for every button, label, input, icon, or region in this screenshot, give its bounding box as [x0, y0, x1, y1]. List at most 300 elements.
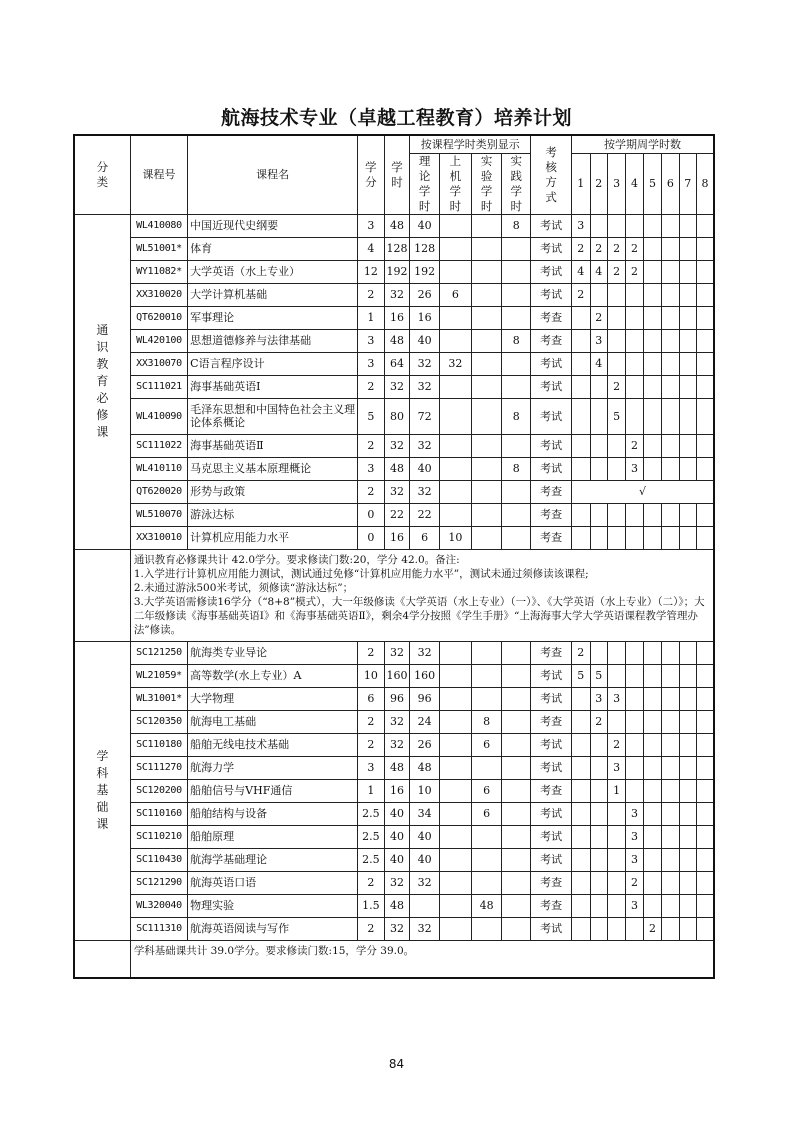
- notes-category-cell: [74, 940, 130, 978]
- semester-4-hours: [626, 641, 643, 664]
- semester-6-hours: [662, 894, 679, 917]
- exam-method: 考试: [531, 687, 572, 710]
- course-credits: 1.5: [358, 894, 385, 917]
- header-category: 分 类: [74, 135, 130, 214]
- course-name: 船舶信号与VHF通信: [188, 779, 358, 802]
- computer-hours: 10: [440, 526, 472, 549]
- computer-hours: [440, 641, 472, 664]
- course-name: 物理实验: [188, 894, 358, 917]
- course-name: 形势与政策: [188, 480, 358, 503]
- semester-4-hours: 3: [626, 894, 643, 917]
- course-name: 航海英语阅读与写作: [188, 917, 358, 940]
- table-row: [74, 480, 714, 503]
- course-code: SC111022: [130, 434, 187, 457]
- course-code: SC111270: [130, 756, 187, 779]
- practice-hours: [502, 710, 531, 733]
- semester-7-hours: [679, 733, 696, 756]
- semester-8-hours: [696, 756, 714, 779]
- semester-8-hours: [696, 283, 714, 306]
- computer-hours: [440, 214, 472, 237]
- exam-method: 考试: [531, 457, 572, 480]
- semester-2-hours: [590, 802, 607, 825]
- table-row: [74, 329, 714, 352]
- course-hours: 32: [384, 375, 410, 398]
- semester-1-hours: 4: [572, 260, 590, 283]
- course-name: 大学英语（水上专业）: [188, 260, 358, 283]
- semester-3-hours: [607, 457, 625, 480]
- theory-hours: 32: [410, 641, 440, 664]
- table-row: [74, 503, 714, 526]
- semester-7-hours: [679, 329, 696, 352]
- theory-hours: 40: [410, 825, 440, 848]
- exam-method: 考试: [531, 848, 572, 871]
- course-credits: 2: [358, 375, 385, 398]
- semester-3-hours: [607, 329, 625, 352]
- semester-3-hours: [607, 664, 625, 687]
- semester-7-hours: [679, 260, 696, 283]
- course-name: 船舶原理: [188, 825, 358, 848]
- semester-7-hours: [679, 457, 696, 480]
- experiment-hours: [471, 756, 502, 779]
- semester-2-hours: [590, 779, 607, 802]
- semester-7-hours: [679, 825, 696, 848]
- semester-2-hours: [590, 825, 607, 848]
- theory-hours: 34: [410, 802, 440, 825]
- semester-8-hours: [696, 260, 714, 283]
- semester-6-hours: [662, 917, 679, 940]
- semester-6-hours: [662, 825, 679, 848]
- semester-6-hours: [662, 329, 679, 352]
- header-exam-method: 考 核 方 式: [531, 135, 572, 214]
- course-hours: 22: [384, 503, 410, 526]
- course-hours: 32: [384, 871, 410, 894]
- practice-hours: [502, 237, 531, 260]
- semester-8-hours: [696, 375, 714, 398]
- table-row: [74, 871, 714, 894]
- semester-2-hours: 4: [590, 260, 607, 283]
- course-name: 体育: [188, 237, 358, 260]
- semester-5-hours: [643, 306, 661, 329]
- semester-5-hours: [643, 352, 661, 375]
- semester-4-hours: 2: [626, 434, 643, 457]
- course-name: 海事基础英语Ⅱ: [188, 434, 358, 457]
- semester-6-hours: [662, 352, 679, 375]
- curriculum-table-body: [74, 214, 714, 978]
- table-row: [74, 664, 714, 687]
- table-row: [74, 641, 714, 664]
- practice-hours: [502, 848, 531, 871]
- experiment-hours: [471, 434, 502, 457]
- computer-hours: [440, 375, 472, 398]
- semester-7-hours: [679, 779, 696, 802]
- header-semester-6: 6: [662, 153, 679, 214]
- semester-5-hours: [643, 664, 661, 687]
- experiment-hours: 6: [471, 733, 502, 756]
- course-code: SC110430: [130, 848, 187, 871]
- course-code: WL31001*: [130, 687, 187, 710]
- course-hours: 32: [384, 434, 410, 457]
- practice-hours: [502, 503, 531, 526]
- semester-8-hours: [696, 802, 714, 825]
- computer-hours: 32: [440, 352, 472, 375]
- semester-6-hours: [662, 779, 679, 802]
- semester-3-hours: [607, 434, 625, 457]
- theory-hours: 32: [410, 871, 440, 894]
- course-name: 航海学基础理论: [188, 848, 358, 871]
- semester-4-hours: [626, 503, 643, 526]
- semester-4-hours: [626, 283, 643, 306]
- semester-7-hours: [679, 917, 696, 940]
- semester-2-hours: [590, 214, 607, 237]
- table-row: [74, 802, 714, 825]
- semester-7-hours: [679, 641, 696, 664]
- experiment-hours: 48: [471, 894, 502, 917]
- semester-7-hours: [679, 871, 696, 894]
- semester-3-hours: [607, 214, 625, 237]
- course-name: C语言程序设计: [188, 352, 358, 375]
- practice-hours: [502, 733, 531, 756]
- semester-6-hours: [662, 710, 679, 733]
- semester-2-hours: [590, 398, 607, 434]
- semester-5-hours: [643, 641, 661, 664]
- semester-1-hours: [572, 710, 590, 733]
- semester-2-hours: 2: [590, 306, 607, 329]
- semester-1-hours: [572, 329, 590, 352]
- semester-7-hours: [679, 664, 696, 687]
- course-credits: 4: [358, 237, 385, 260]
- semester-3-hours: 5: [607, 398, 625, 434]
- course-code: XX310010: [130, 526, 187, 549]
- course-code: SC110160: [130, 802, 187, 825]
- semester-1-hours: 3: [572, 214, 590, 237]
- semester-6-hours: [662, 214, 679, 237]
- theory-hours: 16: [410, 306, 440, 329]
- table-row: [74, 237, 714, 260]
- semester-5-hours: [643, 503, 661, 526]
- header-semester-2: 2: [590, 153, 607, 214]
- experiment-hours: [471, 641, 502, 664]
- course-name: 航海力学: [188, 756, 358, 779]
- semester-3-hours: 2: [607, 375, 625, 398]
- experiment-hours: [471, 503, 502, 526]
- semester-1-hours: [572, 825, 590, 848]
- semester-5-hours: [643, 526, 661, 549]
- semester-6-hours: [662, 375, 679, 398]
- computer-hours: [440, 917, 472, 940]
- semester-2-hours: 5: [590, 664, 607, 687]
- practice-hours: [502, 306, 531, 329]
- semester-8-hours: [696, 641, 714, 664]
- course-credits: 3: [358, 329, 385, 352]
- header-semester-4: 4: [626, 153, 643, 214]
- semester-8-hours: [696, 664, 714, 687]
- computer-hours: [440, 237, 472, 260]
- computer-hours: [440, 306, 472, 329]
- table-row: [74, 457, 714, 480]
- course-hours: 32: [384, 917, 410, 940]
- theory-hours: [410, 894, 440, 917]
- computer-hours: 6: [440, 283, 472, 306]
- header-semester-5: 5: [643, 153, 661, 214]
- experiment-hours: 8: [471, 710, 502, 733]
- table-row: [74, 848, 714, 871]
- semester-4-hours: 3: [626, 825, 643, 848]
- semester-3-hours: 3: [607, 687, 625, 710]
- semester-1-hours: [572, 434, 590, 457]
- exam-method: 考试: [531, 756, 572, 779]
- semester-2-hours: 4: [590, 352, 607, 375]
- practice-hours: [502, 687, 531, 710]
- course-name: 思想道德修养与法律基础: [188, 329, 358, 352]
- semester-7-hours: [679, 687, 696, 710]
- semester-1-hours: [572, 398, 590, 434]
- header-semester-1: 1: [572, 153, 590, 214]
- course-name: 船舶无线电技术基础: [188, 733, 358, 756]
- semester-1-hours: [572, 352, 590, 375]
- theory-hours: 40: [410, 848, 440, 871]
- course-hours: 32: [384, 480, 410, 503]
- semester-8-hours: [696, 894, 714, 917]
- course-credits: 2: [358, 434, 385, 457]
- theory-hours: 32: [410, 375, 440, 398]
- course-name: 海事基础英语Ⅰ: [188, 375, 358, 398]
- course-code: QT620020: [130, 480, 187, 503]
- page-title: 航海技术专业（卓越工程教育）培养计划: [220, 107, 572, 129]
- course-credits: 1: [358, 779, 385, 802]
- semester-1-hours: [572, 848, 590, 871]
- semester-3-hours: 2: [607, 260, 625, 283]
- semester-6-hours: [662, 260, 679, 283]
- semester-4-hours: [626, 352, 643, 375]
- semester-7-hours: [679, 434, 696, 457]
- theory-hours: 24: [410, 710, 440, 733]
- notes-category-cell: [74, 549, 130, 641]
- computer-hours: [440, 710, 472, 733]
- course-name: 航海类专业导论: [188, 641, 358, 664]
- course-code: WL420100: [130, 329, 187, 352]
- semester-5-hours: [643, 434, 661, 457]
- semester-4-hours: [626, 398, 643, 434]
- course-credits: 2: [358, 480, 385, 503]
- header-semester-8: 8: [696, 153, 714, 214]
- computer-hours: [440, 825, 472, 848]
- exam-method: 考试: [531, 434, 572, 457]
- semester-5-hours: [643, 329, 661, 352]
- semester-7-hours: [679, 802, 696, 825]
- semester-8-hours: [696, 306, 714, 329]
- theory-hours: 32: [410, 352, 440, 375]
- semester-4-hours: [626, 917, 643, 940]
- practice-hours: [502, 434, 531, 457]
- section-notes: [130, 549, 714, 641]
- course-code: WL320040: [130, 894, 187, 917]
- theory-hours: 96: [410, 687, 440, 710]
- course-code: WL410080: [130, 214, 187, 237]
- note-line: 2.未通过游泳500米考试，须修读“游泳达标”；: [133, 581, 354, 594]
- semester-4-hours: [626, 664, 643, 687]
- semester-1-hours: [572, 802, 590, 825]
- semester-2-hours: [590, 434, 607, 457]
- semester-8-hours: [696, 848, 714, 871]
- semester-1-hours: [572, 733, 590, 756]
- course-credits: 2: [358, 710, 385, 733]
- course-code: SC121250: [130, 641, 187, 664]
- semester-4-hours: [626, 756, 643, 779]
- semester-1-hours: [572, 917, 590, 940]
- theory-hours: 128: [410, 237, 440, 260]
- semester-7-hours: [679, 352, 696, 375]
- semester-7-hours: [679, 237, 696, 260]
- experiment-hours: [471, 283, 502, 306]
- semester-6-hours: [662, 687, 679, 710]
- computer-hours: [440, 503, 472, 526]
- semester-8-hours: [696, 710, 714, 733]
- computer-hours: [440, 871, 472, 894]
- course-hours: 16: [384, 306, 410, 329]
- semester-8-hours: [696, 434, 714, 457]
- exam-method: 考试: [531, 283, 572, 306]
- semester-2-hours: [590, 375, 607, 398]
- theory-hours: 160: [410, 664, 440, 687]
- computer-hours: [440, 260, 472, 283]
- course-code: SC110180: [130, 733, 187, 756]
- course-credits: 2.5: [358, 802, 385, 825]
- semester-6-hours: [662, 802, 679, 825]
- semester-6-hours: [662, 434, 679, 457]
- course-credits: 10: [358, 664, 385, 687]
- header-semester-3: 3: [607, 153, 625, 214]
- semester-6-hours: [662, 283, 679, 306]
- header-code: 课程号: [130, 135, 187, 214]
- header-computer: 上 机 学 时: [440, 153, 472, 214]
- table-row: [74, 260, 714, 283]
- table-row: [74, 434, 714, 457]
- computer-hours: [440, 733, 472, 756]
- course-name: 船舶结构与设备: [188, 802, 358, 825]
- theory-hours: 6: [410, 526, 440, 549]
- semester-1-hours: [572, 871, 590, 894]
- practice-hours: [502, 917, 531, 940]
- semester-1-hours: [572, 503, 590, 526]
- semester-5-hours: [643, 283, 661, 306]
- table-row: [74, 526, 714, 549]
- computer-hours: [440, 664, 472, 687]
- experiment-hours: 6: [471, 779, 502, 802]
- semester-8-hours: [696, 687, 714, 710]
- practice-hours: [502, 375, 531, 398]
- exam-method: 考试: [531, 398, 572, 434]
- practice-hours: [502, 802, 531, 825]
- exam-method: 考试: [531, 260, 572, 283]
- table-row: [74, 687, 714, 710]
- table-row: [74, 375, 714, 398]
- semester-5-hours: [643, 375, 661, 398]
- semester-3-hours: [607, 848, 625, 871]
- practice-hours: [502, 871, 531, 894]
- exam-method: 考试: [531, 733, 572, 756]
- course-credits: 12: [358, 260, 385, 283]
- semester-5-hours: [643, 260, 661, 283]
- header-weekly-by-semester: 按学期周学时数: [572, 135, 714, 153]
- semester-4-hours: 3: [626, 802, 643, 825]
- semester-1-hours: 2: [572, 237, 590, 260]
- semester-2-hours: [590, 283, 607, 306]
- practice-hours: [502, 480, 531, 503]
- course-code: SC120350: [130, 710, 187, 733]
- practice-hours: [502, 526, 531, 549]
- semester-7-hours: [679, 214, 696, 237]
- course-hours: 48: [384, 756, 410, 779]
- course-credits: 3: [358, 352, 385, 375]
- course-hours: 96: [384, 687, 410, 710]
- semester-2-hours: 2: [590, 710, 607, 733]
- semester-4-hours: [626, 526, 643, 549]
- theory-hours: 192: [410, 260, 440, 283]
- exam-method: 考试: [531, 802, 572, 825]
- course-code: SC111310: [130, 917, 187, 940]
- course-credits: 5: [358, 398, 385, 434]
- semester-8-hours: [696, 352, 714, 375]
- section-notes: [130, 940, 714, 978]
- header-experiment: 实 验 学 时: [471, 153, 502, 214]
- course-name: 大学物理: [188, 687, 358, 710]
- semester-6-hours: [662, 733, 679, 756]
- semester-2-hours: [590, 526, 607, 549]
- course-hours: 40: [384, 802, 410, 825]
- course-code: WL21059*: [130, 664, 187, 687]
- semester-8-hours: [696, 825, 714, 848]
- semester-3-hours: 2: [607, 237, 625, 260]
- semester-3-hours: [607, 894, 625, 917]
- experiment-hours: [471, 306, 502, 329]
- note-line: 通识教育必修课共计 42.0学分。要求修读门数:20，学分 42.0。备注:: [133, 553, 460, 566]
- course-name: 航海英语口语: [188, 871, 358, 894]
- course-hours: 40: [384, 825, 410, 848]
- course-hours: 160: [384, 664, 410, 687]
- course-code: WL510070: [130, 503, 187, 526]
- course-credits: 6: [358, 687, 385, 710]
- semester-6-hours: [662, 641, 679, 664]
- theory-hours: 32: [410, 480, 440, 503]
- semester-5-hours: 2: [643, 917, 661, 940]
- course-hours: 16: [384, 779, 410, 802]
- computer-hours: [440, 329, 472, 352]
- header-hours: 学 时: [384, 135, 410, 214]
- semester-3-hours: [607, 352, 625, 375]
- semester-8-hours: [696, 526, 714, 549]
- experiment-hours: [471, 329, 502, 352]
- semester-5-hours: [643, 802, 661, 825]
- course-hours: 32: [384, 641, 410, 664]
- semester-3-hours: [607, 802, 625, 825]
- course-name: 军事理论: [188, 306, 358, 329]
- semester-6-hours: [662, 503, 679, 526]
- course-code: SC121290: [130, 871, 187, 894]
- course-credits: 2: [358, 917, 385, 940]
- practice-hours: [502, 260, 531, 283]
- exam-method: 考查: [531, 779, 572, 802]
- table-row: [74, 306, 714, 329]
- course-code: SC120200: [130, 779, 187, 802]
- semester-2-hours: [590, 917, 607, 940]
- semester-3-hours: 1: [607, 779, 625, 802]
- course-code: WL410110: [130, 457, 187, 480]
- semester-7-hours: [679, 306, 696, 329]
- computer-hours: [440, 687, 472, 710]
- semester-4-hours: [626, 779, 643, 802]
- computer-hours: [440, 848, 472, 871]
- page-number: 84: [388, 1057, 405, 1071]
